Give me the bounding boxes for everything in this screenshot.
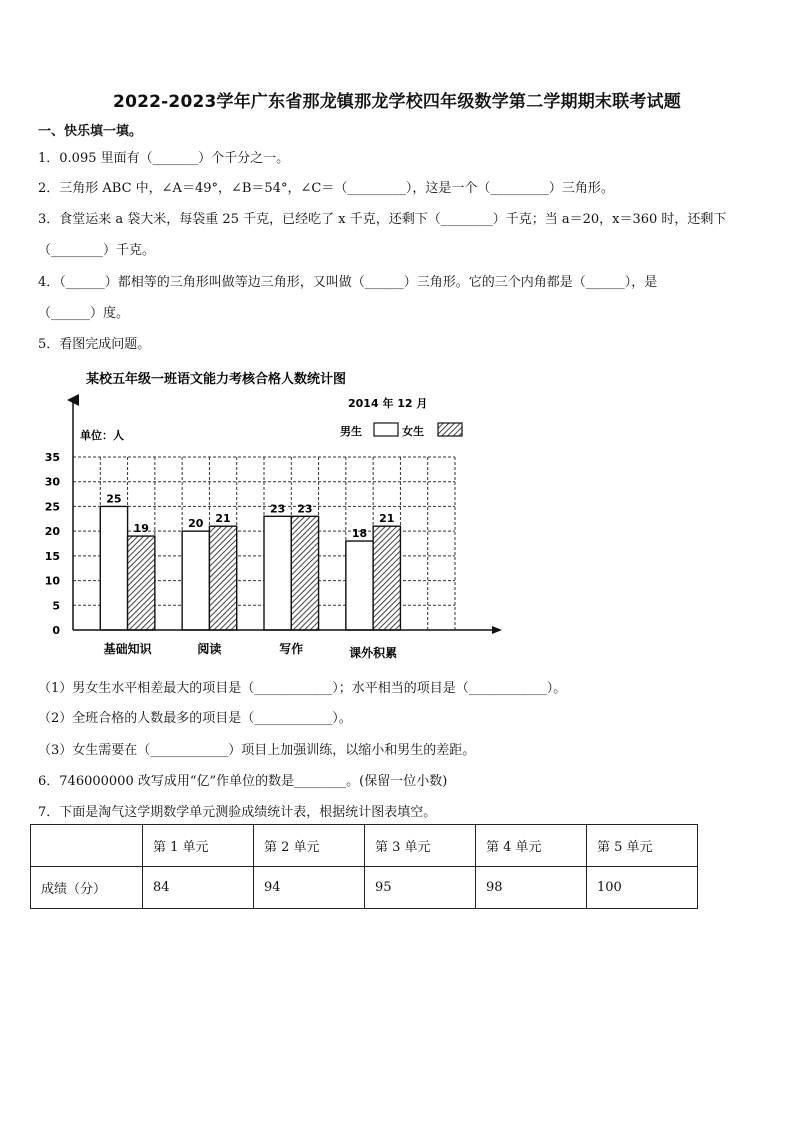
- bar-male: [346, 541, 373, 630]
- question-3-line1: 3．食堂运来 a 袋大米，每袋重 25 千克，已经吃了 x 千克，还剩下（________）千克；当 a＝20，x＝360 时，还剩下: [38, 212, 727, 227]
- table-cell: 94: [254, 867, 365, 909]
- table-header-cell: 第 4 单元: [476, 825, 587, 867]
- question-2: 2．三角形 ABC 中，∠A＝49°，∠B＝54°，∠C＝（_________），这是一个（_________）三角形。: [38, 181, 614, 196]
- x-axis-arrow: [492, 626, 502, 634]
- table-cell: 成绩（分）: [31, 867, 143, 909]
- bar-female: [209, 526, 236, 630]
- bar-value-label: 20: [188, 517, 204, 531]
- bar-value-label: 23: [269, 502, 286, 516]
- table-header-cell: 第 3 单元: [365, 825, 476, 867]
- table-cell: 98: [476, 867, 587, 909]
- chart-bars: [100, 492, 400, 630]
- table-header-cell: 第 5 单元: [587, 825, 698, 867]
- chart-legend: [340, 423, 462, 438]
- question-6: 6．746000000 改写成用“亿”作单位的数是________。(保留一位小数): [38, 774, 448, 789]
- bar-male: [264, 516, 291, 630]
- bar-value-label: 23: [297, 502, 313, 516]
- bar-value-label: 18: [351, 527, 368, 541]
- bar-female: [128, 536, 155, 630]
- y-tick-label: 15: [44, 549, 60, 563]
- question-5-part2: （2）全班合格的人数最多的项目是（____________）。: [38, 711, 352, 726]
- question-5: 5．看图完成问题。: [38, 337, 151, 352]
- table-cell: 95: [365, 867, 476, 909]
- y-tick-label: 5: [52, 599, 60, 613]
- chart-unit-label: 单位：人: [80, 429, 124, 442]
- question-4-line2: （______）度。: [38, 306, 130, 321]
- chart-title: 某校五年级一班语文能力考核合格人数统计图: [86, 372, 347, 387]
- y-axis-ticks: [45, 451, 61, 637]
- score-table: [30, 824, 698, 909]
- y-tick-label: 0: [52, 624, 60, 637]
- table-header-cell: [31, 825, 143, 867]
- table-cell: 100: [587, 867, 698, 909]
- y-tick-label: 10: [44, 574, 60, 588]
- y-tick-label: 25: [44, 500, 60, 514]
- bar-chart: [40, 362, 510, 662]
- bar-value-label: 21: [215, 512, 231, 526]
- question-5-part1: （1）男女生水平相差最大的项目是（____________）；水平相当的项目是（____________）。: [38, 681, 567, 696]
- legend-male-swatch: [374, 423, 398, 436]
- y-tick-label: 30: [44, 475, 60, 489]
- question-4-line1: 4．（______）都相等的三角形叫做等边三角形，又叫做（______）三角形。它的三个内角都是（______），是: [38, 275, 658, 290]
- question-1: 1．0.095 里面有（_______）个千分之一。: [38, 151, 290, 166]
- table-row: [31, 867, 698, 909]
- page-title: 2022-2023学年广东省那龙镇那龙学校四年级数学第二学期期末联考试题: [113, 92, 681, 112]
- section-heading: 一、快乐填一填。: [38, 124, 143, 139]
- bar-value-label: 21: [379, 512, 395, 526]
- bar-male: [100, 506, 127, 630]
- legend-male-label: 男生: [340, 425, 362, 438]
- bar-male: [182, 531, 209, 630]
- question-5-part3: （3）女生需要在（____________）项目上加强训练，以缩小和男生的差距。: [38, 743, 476, 758]
- legend-female-label: 女生: [402, 425, 424, 438]
- legend-female-swatch: [438, 423, 462, 436]
- bar-value-label: 19: [133, 522, 149, 536]
- question-7: 7．下面是淘气这学期数学单元测验成绩统计表，根据统计图表填空。: [38, 805, 437, 820]
- table-header-row: [31, 825, 698, 867]
- x-category-label: 课外积累: [349, 646, 398, 660]
- table-header-cell: 第 1 单元: [143, 825, 254, 867]
- y-tick-label: 35: [44, 451, 60, 464]
- table-cell: 84: [143, 867, 254, 909]
- x-category-label: 阅读: [197, 642, 222, 656]
- y-tick-label: 20: [44, 525, 60, 539]
- chart-subtitle: 2014 年 12 月: [348, 397, 428, 410]
- question-3-line2: （________）千克。: [38, 243, 156, 258]
- bar-value-label: 25: [106, 492, 122, 506]
- bar-female: [373, 526, 400, 630]
- table-header-cell: 第 2 单元: [254, 825, 365, 867]
- bar-female: [291, 516, 318, 630]
- x-axis-labels: [104, 641, 398, 660]
- x-category-label: 写作: [279, 642, 304, 656]
- x-category-label: 基础知识: [103, 642, 152, 656]
